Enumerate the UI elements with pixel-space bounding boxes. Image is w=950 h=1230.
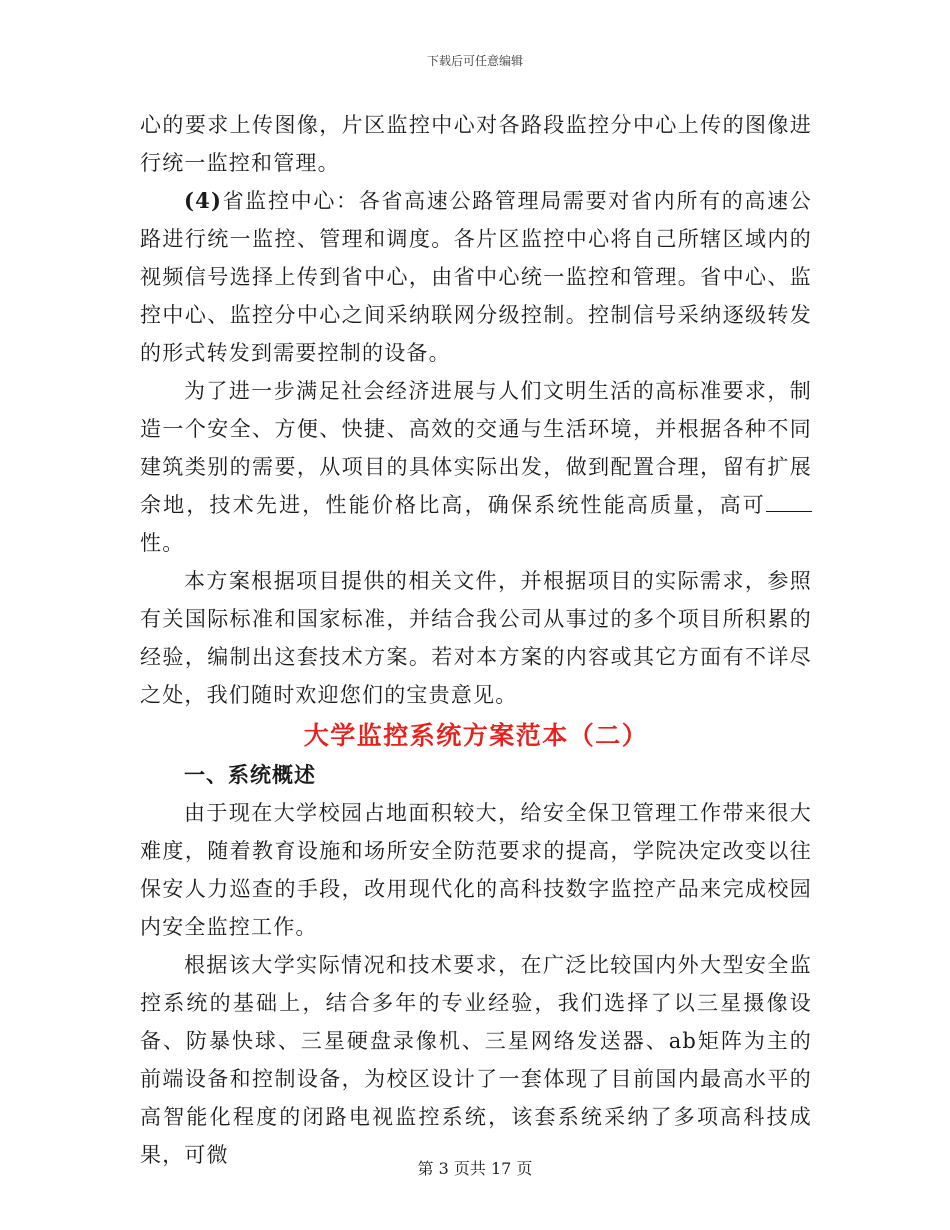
- document-body: [140, 106, 812, 1174]
- document-title: 大学监控系统方案范本（二）: [303, 721, 649, 750]
- blank-underline: [766, 493, 812, 512]
- paragraph-scheme-basis: 本方案根据项目提供的相关文件，并根据项目的实际需求，参照有关国际标准和国家标准，并结合我公司从事过的多个项目所积累的经验，编制出这套技术方案。若对本方案的内容或其它方面有不详尽之处，我们随时欢迎您们的宝贵意见。: [140, 569, 812, 707]
- page-header: 下载后可任意编辑: [426, 54, 523, 68]
- paragraph-text: 省监控中心：各省高速公路管理局需要对省内所有的高速公路进行统一监控、管理和调度。各片区监控中心将自己所辖区域内的视频信号选择上传到省中心，由省中心统一监控和管理。省中心、监控中心、监控分中心之间采纳联网分级控制。控制信号采纳逐级转发的形式转发到需要控制的设备。: [140, 189, 812, 365]
- paragraph-overview: 由于现在大学校园占地面积较大，给安全保卫管理工作带来很大难度，随着教育设施和场所安全防范要求的提高，学院决定改变以往保安人力巡查的手段，改用现代化的高科技数字监控产品来完成校园内安全监控工作。: [140, 801, 812, 939]
- list-number: (4): [184, 188, 223, 213]
- section-heading: 一、系统概述: [184, 763, 316, 787]
- page-footer: 第 3 页共 17 页: [417, 1159, 533, 1178]
- paragraph-goals: [140, 372, 812, 562]
- paragraph-text-end: 性。: [140, 531, 185, 555]
- paragraph-provincial-center: [140, 182, 812, 372]
- paragraph-continuation: 心的要求上传图像，片区监控中心对各路段监控分中心上传的图像进行统一监控和管理。: [140, 113, 812, 175]
- paragraph-system-selection: 根据该大学实际情况和技术要求，在广泛比较国内外大型安全监控系统的基础上，结合多年的专业经验，我们选择了以三星摄像设备、防暴快球、三星硬盘录像机、三星网络发送器、ab矩阵为主的前端设备和控制设备，为校区设计了一套体现了目前国内最高水平的高智能化程度的闭路电视监控系统，该套系统采纳了多项高科技成果，可微: [140, 953, 812, 1167]
- paragraph-text: 为了进一步满足社会经济进展与人们文明生活的高标准要求，制造一个安全、方便、快捷、高效的交通与生活环境，并根据各种不同建筑类别的需要，从项目的具体实际出发，做到配置合理，留有扩展余地，技术先进，性能价格比高，确保系统性能高质量，高可: [140, 379, 812, 517]
